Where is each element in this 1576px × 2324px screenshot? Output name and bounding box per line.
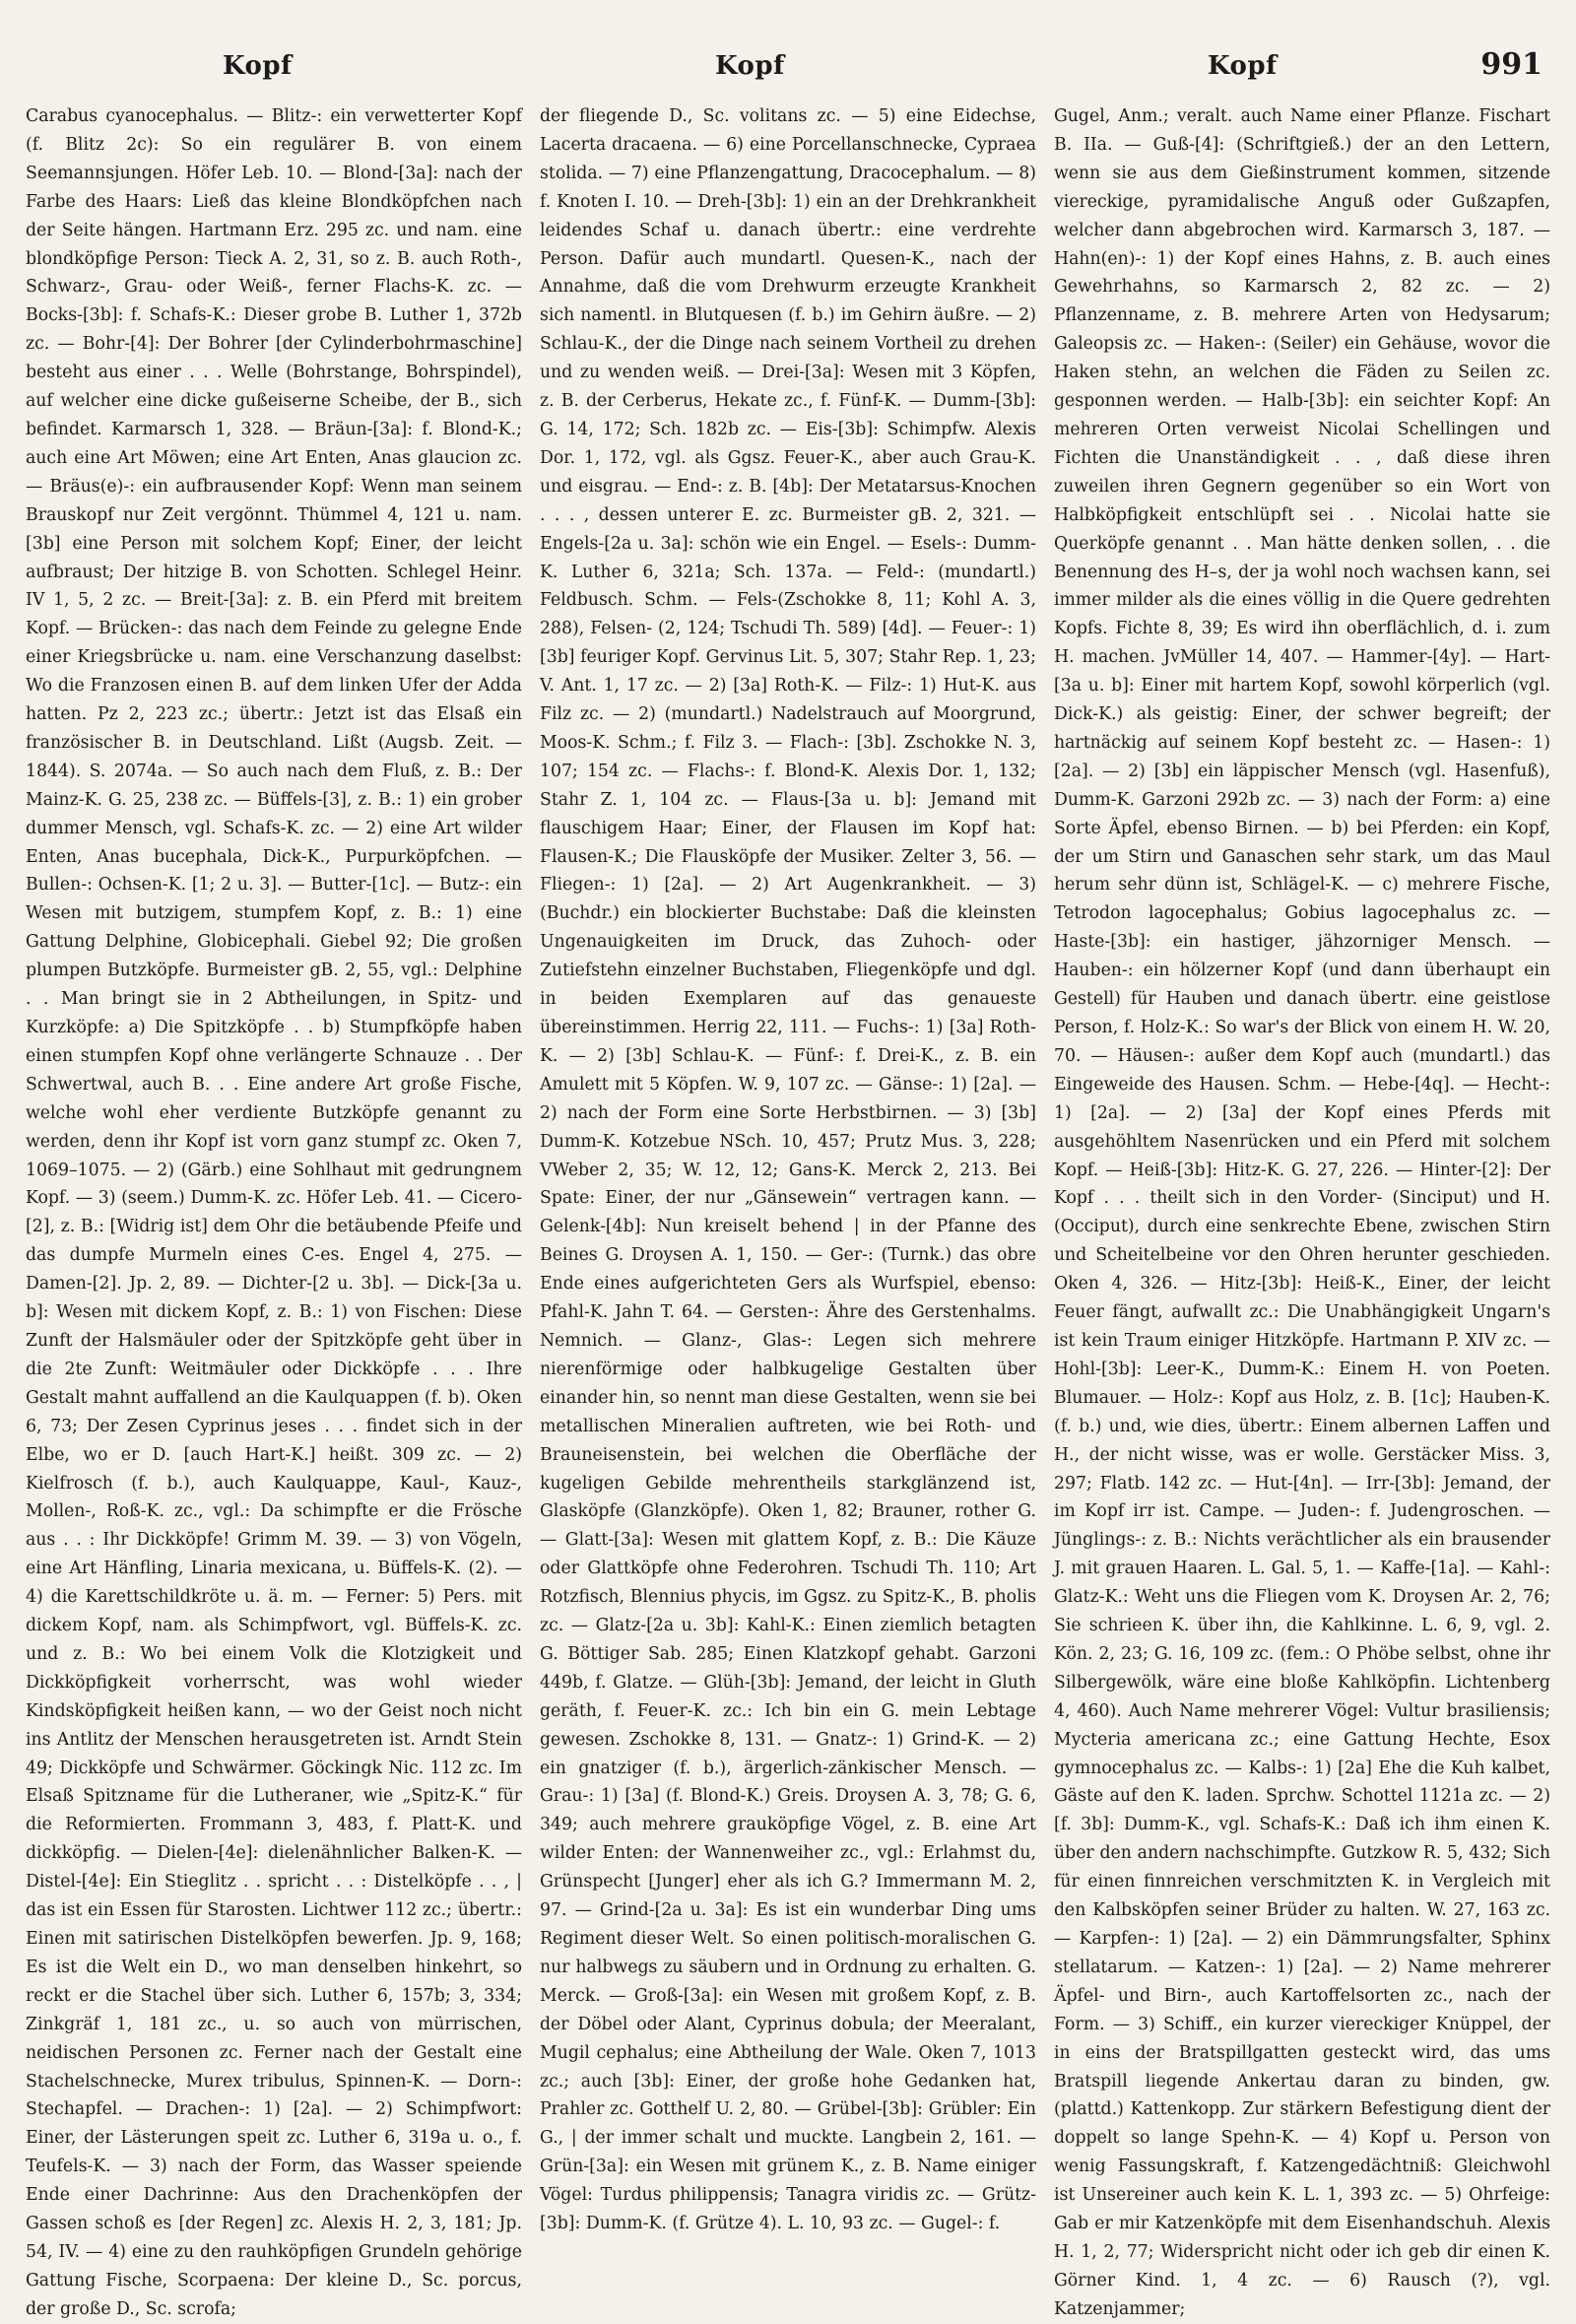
- page-number: 991: [1480, 47, 1543, 82]
- column-2: [540, 102, 1036, 2234]
- header-headword-right: Kopf: [1208, 51, 1278, 81]
- column-1-text: Carabus cyanocephalus. — Blitz-: ein verwetterter Kopf (f. Blitz 2c): So ein regulärer B. von einem Seemannsjungen. Höfer Leb. 10. — Blond-[3a]: nach der Farbe des Haars: Ließ das kleine Blondköpfchen nach der Seite hängen. Hartmann Erz. 295 zc. und nam. eine blondköpfige Person: Tieck A. 2, 31, so z. B. auch Roth-, Schwarz-, Grau- oder Weiß-, ferner Flachs-K. zc. — Bocks-[3b]: f. Schafs-K.: Dieser grobe B. Luther 1, 372b zc. — Bohr-[4]: Der Bohrer [der Cylinderbohrmaschine] besteht aus einer . . . Welle (Bohrstange, Bohrspindel), auf welcher eine dicke gußeiserne Scheibe, der B., sich befindet. Karmarsch 1, 328. — Bräun-[3a]: f. Blond-K.; auch eine Art Möwen; eine Art Enten, Anas glaucion zc. — Bräus(e)-: ein aufbrausender Kopf: Wenn man seinem Brauskopf nur Zeit vergönnt. Thümmel 4, 121 u. nam. [3b] eine Person mit solchem Kopf; Einer, der leicht aufbraust; Der hitzige B. von Schotten. Schlegel Heinr. IV 1, 5, 2 zc. — Breit-[3a]: z. B. ein Pferd mit breitem Kopf. — Brücken-: das nach dem Feinde zu gelegne Ende einer Kriegsbrücke u. nam. eine Verschanzung daselbst: Wo die Franzosen einen B. auf dem linken Ufer der Adda hatten. Pz 2, 223 zc.; übertr.: Jetzt ist das Elsaß ein französischer B. in Deutschland. Lißt (Augsb. Zeit. — 1844). S. 2074a. — So auch nach dem Fluß, z. B.: Der Mainz-K. G. 25, 238 zc. — Büffels-[3], z. B.: 1) ein grober dummer Mensch, vgl. Schafs-K. zc. — 2) eine Art wilder Enten, Anas bucephala, Dick-K., Purpurköpfchen. — Bullen-: Ochsen-K. [1; 2 u. 3]. — Butter-[1c]. — Butz-: ein Wesen mit butzigem, stumpfem Kopf, z. B.: 1) eine Gattung Delphine, Globicephali. Giebel 92; Die großen plumpen Butzköpfe. Burmeister gB. 2, 55, vgl.: Delphine . . Man bringt sie in 2 Abtheilungen, in Spitz- und Kurzköpfe: a) Die Spitzköpfe . . b) Stumpfköpfe haben einen stumpfen Kopf ohne verlängerte Schnauze . . Der Schwertwal, auch B. . . Eine andere Art große Fische, welche wohl eher verdiente Butzköpfe genannt zu werden, denn ihr Kopf ist vorn ganz stumpf zc. Oken 7, 1069–1075. — 2) (Gärb.) eine Sohlhaut mit gedrungnem Kopf. — 3) (seem.) Dumm-K. zc. Höfer Leb. 41. — Cicero-[2], z. B.: [Widrig ist] dem Ohr die betäubende Pfeife und das dumpfe Murmeln eines C-es. Engel 4, 275. — Damen-[2]. Jp. 2, 89. — Dichter-[2 u. 3b]. — Dick-[3a u. b]: Wesen mit dickem Kopf, z. B.: 1) von Fischen: Diese Zunft der Halsmäuler oder der Spitzköpfe geht über in die 2te Zunft: Weitmäuler oder Dickköpfe . . . Ihre Gestalt mahnt auffallend an die Kaulquappen (f. b). Oken 6, 73; Der Zesen Cyprinus jeses . . . findet sich in der Elbe, wo er D. [auch Hart-K.] heißt. 309 zc. — 2) Kielfrosch (f. b.), auch Kaulquappe, Kaul-, Kauz-, Mollen-, Roß-K. zc., vgl.: Da schimpfte er die Frösche aus . . : Ihr Dickköpfe! Grimm M. 39. — 3) von Vögeln, eine Art Hänfling, Linaria mexicana, u. Büffels-K. (2). — 4) die Karettschildkröte u. ä. m. — Ferner: 5) Pers. mit dickem Kopf, nam. als Schimpfwort, vgl. Büffels-K. zc. und z. B.: Wo bei einem Volk die Klotzigkeit und Dickköpfigkeit vorherrscht, was wohl wieder Kindsköpfigkeit heißen kann, — wo der Geist noch nicht ins Antlitz der Menschen herausgetreten ist. Arndt Stein 49; Dickköpfe und Schwärmer. Göckingk Nic. 112 zc. Im Elsaß Spitzname für die Lutheraner, wie „Spitz-K.“ für die Reformierten. Frommann 3, 483, f. Platt-K. und dickköpfig. — Dielen-[4e]: dielenähnlicher Balken-K. — Distel-[4e]: Ein Stieglitz . . spricht . . : Distelköpfe . . , | das ist ein Essen für Starosten. Lichtwer 112 zc.; übertr.: Einen mit satirischen Distelköpfen bewerfen. Jp. 9, 168; Es ist die Welt ein D., wo man denselben hinkehrt, so reckt er die Stachel über sich. Luther 6, 157b; 3, 334; Zinkgräf 1, 181 zc., u. so auch von mürrischen, neidischen Personen zc. Ferner nach der Gestalt eine Stachelschnecke, Murex tribulus, Spinnen-K. — Dorn-: Stechapfel. — Drachen-: 1) [2a]. — 2) Schimpfwort: Einer, der Lästerungen speit zc. Luther 6, 319a u. o., f. Teufels-K. — 3) nach der Form, das Wasser speiende Ende einer Dachrinne: Aus den Drachenköpfen der Gassen schoß es [der Regen] zc. Alexis H. 2, 3, 181; Jp. 54, IV. — 4) eine zu den rauhköpfigen Grundeln gehörige Gattung Fische, Scorpaena: Der kleine D., Sc. porcus, der große D., Sc. scrofa;: [26, 106, 522, 2319]
- running-header: [26, 47, 1550, 91]
- header-headword-left: Kopf: [223, 51, 293, 81]
- column-1: [26, 102, 522, 2319]
- text-columns: [26, 102, 1550, 2319]
- column-2-text: der fliegende D., Sc. volitans zc. — 5) eine Eidechse, Lacerta dracaena. — 6) eine Porcellanschnecke, Cypraea stolida. — 7) eine Pflanzengattung, Dracocephalum. — 8) f. Knoten I. 10. — Dreh-[3b]: 1) ein an der Drehkrankheit leidendes Schaf u. danach übertr.: eine verdrehte Person. Dafür auch mundartl. Quesen-K., nach der Annahme, daß die vom Drehwurm erzeugte Krankheit sich namentl. in Blutquesen (f. b.) im Gehirn äußre. — 2) Schlau-K., der die Dinge nach seinem Vortheil zu drehen und zu wenden weiß. — Drei-[3a]: Wesen mit 3 Köpfen, z. B. der Cerberus, Hekate zc., f. Fünf-K. — Dumm-[3b]: G. 14, 172; Sch. 182b zc. — Eis-[3b]: Schimpfw. Alexis Dor. 1, 172, vgl. als Ggsz. Feuer-K., aber auch Grau-K. und eisgrau. — End-: z. B. [4b]: Der Metatarsus-Knochen . . . , dessen unterer E. zc. Burmeister gB. 2, 321. — Engels-[2a u. 3a]: schön wie ein Engel. — Esels-: Dumm-K. Luther 6, 321a; Sch. 137a. — Feld-: (mundartl.) Feldbusch. Schm. — Fels-(Zschokke 8, 11; Kohl A. 3, 288), Felsen- (2, 124; Tschudi Th. 589) [4d]. — Feuer-: 1) [3b] feuriger Kopf. Gervinus Lit. 5, 307; Stahr Rep. 1, 23; V. Ant. 1, 17 zc. — 2) [3a] Roth-K. — Filz-: 1) Hut-K. aus Filz zc. — 2) (mundartl.) Nadelstrauch auf Moorgrund, Moos-K. Schm.; f. Filz 3. — Flach-: [3b]. Zschokke N. 3, 107; 154 zc. — Flachs-: f. Blond-K. Alexis Dor. 1, 132; Stahr Z. 1, 104 zc. — Flaus-[3a u. b]: Jemand mit flauschigem Haar; Einer, der Flausen im Kopf hat: Flausen-K.; Die Flausköpfe der Musiker. Zelter 3, 56. — Fliegen-: 1) [2a]. — 2) Art Augenkrankheit. — 3) (Buchdr.) ein blockierter Buchstabe: Daß die kleinsten Ungenauigkeiten im Druck, das Zuhoch- oder Zutiefstehn einzelner Buchstaben, Fliegenköpfe und dgl. in beiden Exemplaren auf das genaueste übereinstimmen. Herrig 22, 111. — Fuchs-: 1) [3a] Roth-K. — 2) [3b] Schlau-K. — Fünf-: f. Drei-K., z. B. ein Amulett mit 5 Köpfen. W. 9, 107 zc. — Gänse-: 1) [2a]. — 2) nach der Form eine Sorte Herbstbirnen. — 3) [3b] Dumm-K. Kotzebue NSch. 10, 457; Prutz Mus. 3, 228; VWeber 2, 35; W. 12, 12; Gans-K. Merck 2, 213. Bei Spate: Einer, der nur „Gänsewein“ vertragen kann. — Gelenk-[4b]: Nun kreiselt behend | in der Pfanne des Beines G. Droysen A. 1, 150. — Ger-: (Turnk.) das obre Ende eines aufgerichteten Gers als Wurfspiel, ebenso: Pfahl-K. Jahn T. 64. — Gersten-: Ähre des Gerstenhalms. Nemnich. — Glanz-, Glas-: Legen sich mehrere nierenförmige oder halbkugelige Gestalten über einander hin, so nennt man diese Gestalten, wenn sie bei metallischen Mineralien auftreten, wie bei Roth- und Brauneisenstein, bei welchen die Oberfläche der kugeligen Gebilde mehrentheils starkglänzend ist, Glasköpfe (Glanzköpfe). Oken 1, 82; Brauner, rother G. — Glatt-[3a]: Wesen mit glattem Kopf, z. B.: Die Käuze oder Glattköpfe ohne Federohren. Tschudi Th. 110; Art Rotzfisch, Blennius phycis, im Ggsz. zu Spitz-K., B. pholis zc. — Glatz-[2a u. 3b]: Kahl-K.: Einen ziemlich betagten G. Böttiger Sab. 285; Einen Klatzkopf gehabt. Garzoni 449b, f. Glatze. — Glüh-[3b]: Jemand, der leicht in Gluth geräth, f. Feuer-K. zc.: Ich bin ein G. mein Lebtage gewesen. Zschokke 8, 131. — Gnatz-: 1) Grind-K. — 2) ein gnatziger (f. b.), ärgerlich-zänkischer Mensch. — Grau-: 1) [3a] (f. Blond-K.) Greis. Droysen A. 3, 78; G. 6, 349; auch mehrere grauköpfige Vögel, z. B. eine Art wilder Enten: der Wannenweiher zc., vgl.: Erlahmst du, Grünspecht [Junger] eher als ich G.? Immermann M. 2, 97. — Grind-[2a u. 3a]: Es ist ein wunderbar Ding ums Regiment dieser Welt. So einen politisch-moralischen G. nur halbwegs zu säubern und in Ordnung zu erhalten. G. Merck. — Groß-[3a]: ein Wesen mit großem Kopf, z. B. der Döbel oder Alant, Cyprinus dobula; der Meeralant, Mugil cephalus; eine Abtheilung der Wale. Oken 7, 1013 zc.; auch [3b]: Einer, der große hohe Gedanken hat, Prahler zc. Gotthelf U. 2, 80. — Grübel-[3b]: Grübler: Ein G., | der immer schalt und muckte. Langbein 2, 161. — Grün-[3a]: ein Wesen mit grünem K., z. B. Name einiger Vögel: Turdus philippensis; Tanagra viridis zc. — Grütz-[3b]: Dumm-K. (f. Grütze 4). L. 10, 93 zc. — Gugel-: f.: [540, 106, 1036, 2234]
- header-headword-center: Kopf: [715, 51, 785, 81]
- column-3: [1054, 102, 1550, 2319]
- column-3-text: Gugel, Anm.; veralt. auch Name einer Pflanze. Fischart B. IIa. — Guß-[4]: (Schriftgieß.) der an den Lettern, wenn sie aus dem Gießinstrument kommen, sitzende viereckige, pyramidalische Anguß oder Gußzapfen, welcher dann abgebrochen wird. Karmarsch 3, 187. — Hahn(en)-: 1) der Kopf eines Hahns, z. B. auch eines Gewehrhahns, so Karmarsch 2, 82 zc. — 2) Pflanzenname, z. B. mehrere Arten von Hedysarum; Galeopsis zc. — Haken-: (Seiler) ein Gehäuse, wovor die Haken stehn, an welchen die Fäden zu Seilen zc. gesponnen werden. — Halb-[3b]: ein seichter Kopf: An mehreren Orten verweist Nicolai Schellingen und Fichten die Unanständigkeit . . , daß diese ihren zuweilen ihren Gegnern gegenüber so ein Wort von Halbköpfigkeit entschlüpft sei . . Nicolai hatte sie Querköpfe genannt . . Man hätte denken sollen, . . die Benennung des H–s, der ja wohl noch wachsen kann, sei immer milder als die eines völlig in die Quere gedrehten Kopfs. Fichte 8, 39; Es wird ihn oberflächlich, d. i. zum H. machen. JvMüller 14, 407. — Hammer-[4y]. — Hart-[3a u. b]: Einer mit hartem Kopf, sowohl körperlich (vgl. Dick-K.) als geistig: Einer, der schwer begreift; der hartnäckig auf seinem Kopf besteht zc. — Hasen-: 1) [2a]. — 2) [3b] ein läppischer Mensch (vgl. Hasenfuß), Dumm-K. Garzoni 292b zc. — 3) nach der Form: a) eine Sorte Äpfel, ebenso Birnen. — b) bei Pferden: ein Kopf, der um Stirn und Ganaschen sehr stark, um das Maul herum sehr dünn ist, Schlägel-K. — c) mehrere Fische, Tetrodon lagocephalus; Gobius lagocephalus zc. — Haste-[3b]: ein hastiger, jähzorniger Mensch. — Hauben-: ein hölzerner Kopf (und dann überhaupt ein Gestell) für Hauben und danach übertr. eine geistlose Person, f. Holz-K.: So war's der Blick von einem H. W. 20, 70. — Häusen-: außer dem Kopf auch (mundartl.) das Eingeweide des Hausen. Schm. — Hebe-[4q]. — Hecht-: 1) [2a]. — 2) [3a] der Kopf eines Pferds mit ausgehöhltem Nasenrücken und ein Pferd mit solchem Kopf. — Heiß-[3b]: Hitz-K. G. 27, 226. — Hinter-[2]: Der Kopf . . . theilt sich in den Vorder- (Sinciput) und H. (Occiput), durch eine senkrechte Ebene, zwischen Stirn und Scheitelbeine vor den Ohren herunter geschieden. Oken 4, 326. — Hitz-[3b]: Heiß-K., Einer, der leicht Feuer fängt, aufwallt zc.: Die Unabhängigkeit Ungarn's ist kein Traum einiger Hitzköpfe. Hartmann P. XIV zc. — Hohl-[3b]: Leer-K., Dumm-K.: Einem H. von Poeten. Blumauer. — Holz-: Kopf aus Holz, z. B. [1c]; Hauben-K. (f. b.) und, wie dies, übertr.: Einem albernen Laffen und H., der nicht wisse, was er wolle. Gerstäcker Miss. 3, 297; Flatb. 142 zc. — Hut-[4n]. — Irr-[3b]: Jemand, der im Kopf irr ist. Campe. — Juden-: f. Judengroschen. — Jünglings-: z. B.: Nichts verächtlicher als ein brausender J. mit grauen Haaren. L. Gal. 5, 1. — Kaffe-[1a]. — Kahl-: Glatz-K.: Weht uns die Fliegen vom K. Droysen Ar. 2, 76; Sie schrieen K. über ihn, die Kahlkinne. L. 6, 9, vgl. 2. Kön. 2, 23; G. 16, 109 zc. (fem.: O Phöbe selbst, ohne ihr Silbergewölk, wäre eine bloße Kahlköpfin. Lichtenberg 4, 460). Auch Name mehrerer Vögel: Vultur brasiliensis; Mycteria americana zc.; eine Gattung Hechte, Esox gymnocephalus zc. — Kalbs-: 1) [2a] Ehe die Kuh kalbet, Gäste auf den K. laden. Sprchw. Schottel 1121a zc. — 2) [f. 3b]: Dumm-K., vgl. Schafs-K.: Daß ich ihm einen K. über den andern nachschimpfte. Gutzkow R. 5, 432; Sich für einen finnreichen verschmitzten K. in Vergleich mit den Kalbsköpfen seiner Brüder zu halten. W. 27, 163 zc. — Karpfen-: 1) [2a]. — 2) ein Dämmrungsfalter, Sphinx stellatarum. — Katzen-: 1) [2a]. — 2) Name mehrerer Äpfel- und Birn-, auch Kartoffelsorten zc., nach der Form. — 3) Schiff., ein kurzer viereckiger Knüppel, der in eins der Bratspillgatten gesteckt wird, das ums Bratspill liegende Ankertau daran zu binden, gw. (plattd.) Kattenkopp. Zur stärkern Befestigung dient der doppelt so lange Spehn-K. — 4) Kopf u. Person von wenig Fassungskraft, f. Katzengedächtniß: Gleichwohl ist Unsereiner auch kein K. L. 1, 393 zc. — 5) Ohrfeige: Gab er mir Katzenköpfe mit dem Eisenhandschuh. Alexis H. 1, 2, 77; Widerspricht nicht oder ich geb dir einen K. Görner Kind. 1, 4 zc. — 6) Rausch (?), vgl. Katzenjammer;: [1054, 106, 1550, 2319]
